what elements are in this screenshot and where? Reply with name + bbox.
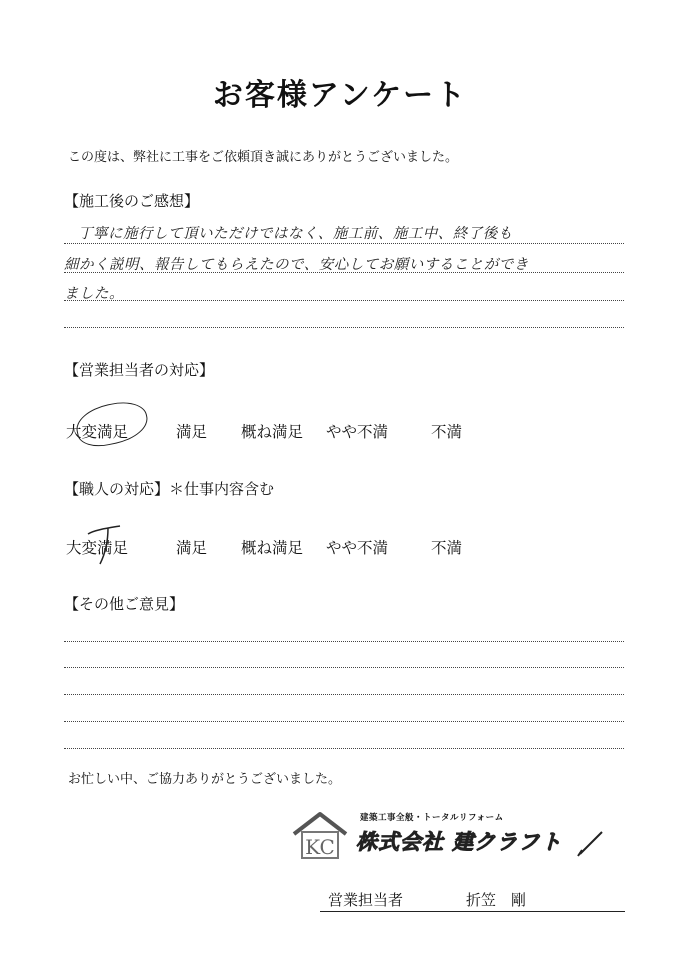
answer-line [64,721,624,722]
answer-line [64,243,624,244]
company-name: 株式会社 建クラフト [356,830,563,854]
craftsmen-option-satisfied: 満足 [176,539,208,557]
impressions-line-1: 丁寧に施行して頂いただけではなく、施工前、施工中、終了後も [78,226,513,242]
craftsmen-option-mostly-satisfied: 概ね満足 [241,539,304,557]
sales-option-mostly-satisfied: 概ね満足 [241,423,304,441]
answer-line [64,748,624,749]
company-tagline: 建築工事全般・トータルリフォーム [360,813,504,823]
staff-name: 折笠 剛 [466,891,527,909]
sales-option-very-satisfied: 大変満足 [66,423,129,441]
other-heading: 【その他ご意見】 [64,595,185,613]
svg-text:KC: KC [305,835,335,859]
sales-option-satisfied: 満足 [176,423,208,441]
selection-check-mark [84,520,134,568]
answer-line [64,300,624,301]
answer-line [64,327,624,328]
sales-heading: 【営業担当者の対応】 [64,361,215,379]
craftsmen-heading: 【職人の対応】＊仕事内容含む [64,480,275,498]
impressions-line-3: ました。 [64,286,124,302]
staff-label: 営業担当者 [328,891,404,909]
sales-option-somewhat-dissatisfied: やや不満 [326,423,389,441]
closing-text: お忙しい中、ご協力ありがとうございました。 [68,772,342,787]
craftsmen-option-very-satisfied: 大変満足 [66,539,129,557]
sales-option-dissatisfied: 不満 [431,423,463,441]
craftsmen-option-dissatisfied: 不満 [431,539,463,557]
answer-line [64,667,624,668]
intro-text: この度は、弊社に工事をご依頼頂き誠にありがとうございました。 [68,150,459,165]
selection-circle [73,397,152,451]
impressions-line-2: 細かく説明、報告してもらえたので、安心してお願いすることができ [64,257,529,273]
page-title: お客様アンケート [212,78,468,113]
pen-swoosh-icon [576,828,606,858]
staff-underline [320,911,625,912]
answer-line [64,272,624,273]
craftsmen-option-somewhat-dissatisfied: やや不満 [326,539,389,557]
impressions-heading: 【施工後のご感想】 [64,192,200,210]
house-logo-icon [290,810,350,862]
answer-line [64,694,624,695]
answer-line [64,641,624,642]
